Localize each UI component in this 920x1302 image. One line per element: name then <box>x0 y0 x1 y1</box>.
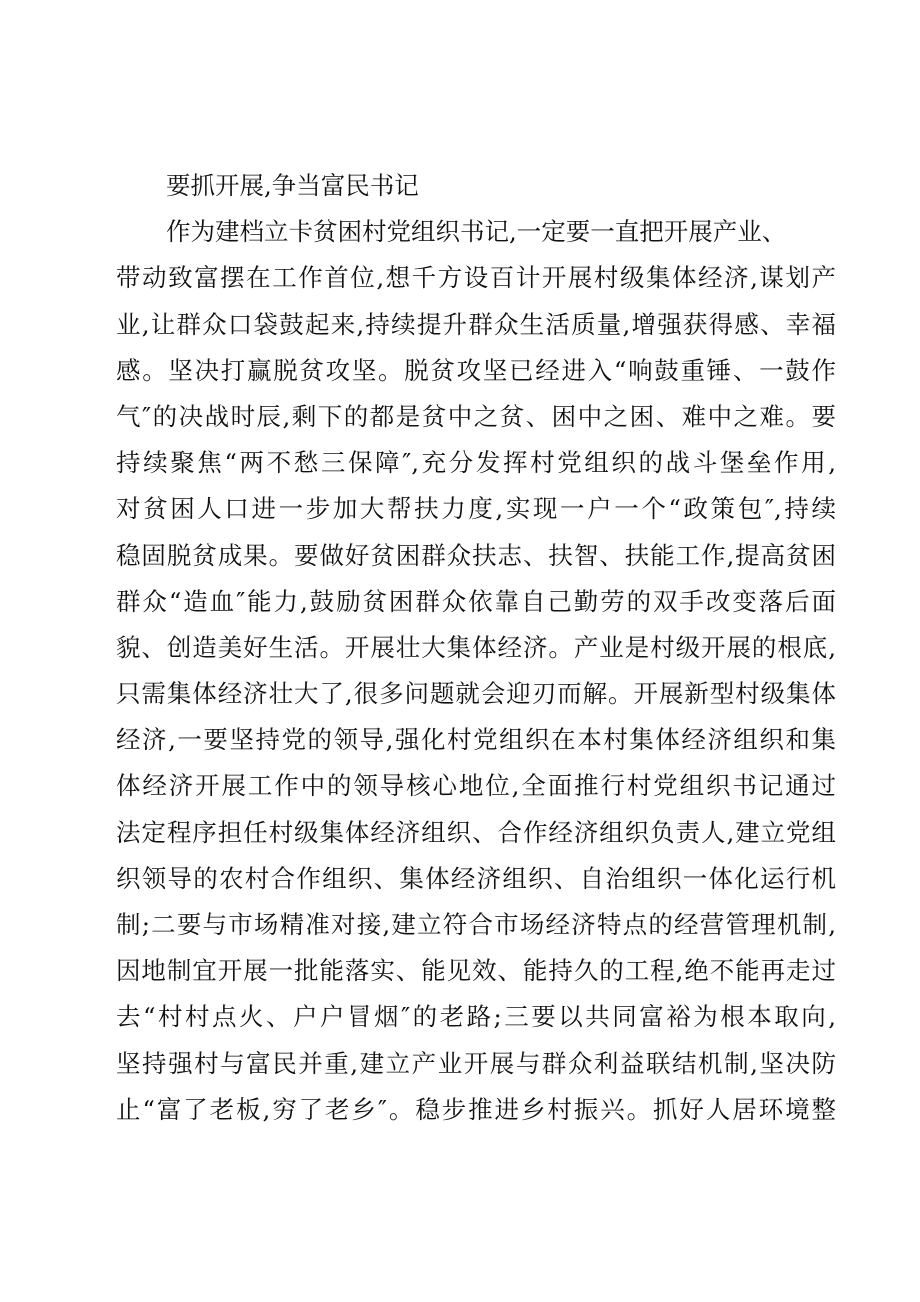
paragraph-line: 止“富了老板,穷了老乡″。稳步推进乡村振兴。抓好人居环境整 <box>116 1094 836 1124</box>
paragraph-line: 带动致富摆在工作首位,想千方设百计开展村级集体经济,谋划产 <box>116 263 836 293</box>
paragraph-line: 感。坚决打赢脱贫攻坚。脱贫攻坚已经进入“响鼓重锤、一鼓作 <box>116 355 836 385</box>
paragraph-line: 作为建档立卡贫困村党组织书记,一定要一直把开展产业、 <box>166 217 787 247</box>
paragraph-line: 只需集体经济壮大了,很多问题就会迎刃而解。开展新型村级集体 <box>116 679 836 709</box>
paragraph-line: 法定程序担任村级集体经济组织、合作经济组织负责人,建立党组 <box>116 817 836 847</box>
paragraph-line: 经济,一要坚持党的领导,强化村党组织在本村集体经济组织和集 <box>116 725 836 755</box>
paragraph-line: 持续聚焦“两不愁三保障″,充分发挥村党组织的战斗堡垒作用, <box>116 448 836 478</box>
paragraph-line: 坚持强村与富民并重,建立产业开展与群众利益联结机制,坚决防 <box>116 1048 836 1078</box>
paragraph-line: 体经济开展工作中的领导核心地位,全面推行村党组织书记通过 <box>116 771 836 801</box>
paragraph-line: 稳固脱贫成果。要做好贫困群众扶志、扶智、扶能工作,提高贫困 <box>116 540 836 570</box>
paragraph-line: 去“村村点火、户户冒烟″的老路;三要以共同富裕为根本取向, <box>116 1002 836 1032</box>
paragraph-line: 业,让群众口袋鼓起来,持续提升群众生活质量,增强获得感、幸福 <box>116 309 836 339</box>
paragraph-line: 制;二要与市场精准对接,建立符合市场经济特点的经营管理机制, <box>116 910 836 939</box>
paragraph-line: 对贫困人口进一步加大帮扶力度,实现一户一个“政策包″,持续 <box>116 494 836 524</box>
paragraph-line: 因地制宜开展一批能落实、能见效、能持久的工程,绝不能再走过 <box>116 956 836 986</box>
paragraph-line: 织领导的农村合作组织、集体经济组织、自治组织一体化运行机 <box>116 863 836 893</box>
paragraph-line: 气″的决战时辰,剩下的都是贫中之贫、困中之困、难中之难。要 <box>116 401 836 431</box>
section-heading: 要抓开展,争当富民书记 <box>166 171 419 200</box>
paragraph-line: 貌、创造美好生活。开展壮大集体经济。产业是村级开展的根底, <box>116 632 836 662</box>
document-body <box>116 163 836 1133</box>
paragraph-line: 群众“造血″能力,鼓励贫困群众依靠自己勤劳的双手改变落后面 <box>116 586 836 616</box>
